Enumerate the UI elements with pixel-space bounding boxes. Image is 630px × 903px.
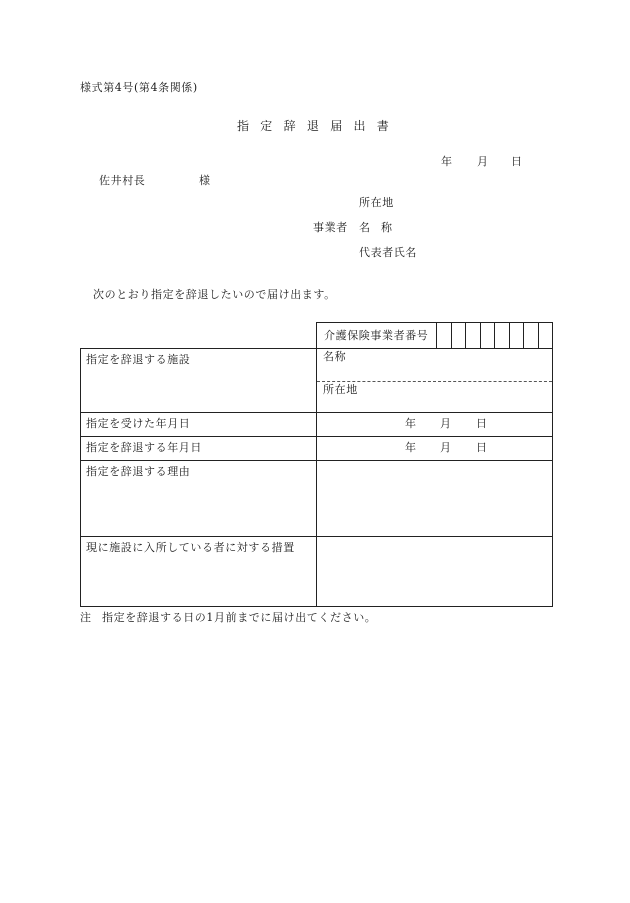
resident-measures-label-cell [80,536,316,606]
designation-date-label-cell [80,412,316,436]
provider-number-digit-cell [509,322,524,349]
provider-number-digit-cell [465,322,480,349]
designation-date-year: 年 [405,417,417,430]
designation-date-month: 月 [440,417,452,430]
applicant-address-label: 所在地 [359,196,394,209]
provider-number-digit-cell [523,322,538,349]
facility-label-cell [80,348,316,412]
facility-address-label: 所在地 [323,383,358,396]
resident-measures-value-cell [317,536,552,606]
facility-name-label: 名称 [323,350,347,363]
resident-measures-label: 現に施設に入所している者に対する措置 [86,541,295,554]
withdrawal-date-value-cell [317,436,552,460]
withdrawal-date-year: 年 [405,441,417,454]
withdrawal-date-month: 月 [440,441,452,454]
withdrawal-reason-label-cell [80,460,316,536]
designation-date-label: 指定を受けた年月日 [86,417,191,430]
date-year-label: 年 [441,155,453,168]
designation-date-day: 日 [476,417,488,430]
designation-date-value-cell [317,412,552,436]
date-day-label: 日 [511,155,523,168]
applicant-name-label-2: 称 [381,221,393,234]
provider-number-digit-cell [436,322,451,349]
withdrawal-reason-value-cell [317,460,552,536]
facility-name-cell [317,348,552,381]
provider-number-digit-cell [494,322,509,349]
withdrawal-date-label: 指定を辞退する年月日 [86,441,202,454]
document-title: 指定辞退届出書 [237,119,401,133]
addressee-honorific: 様 [199,174,211,187]
withdrawal-reason-label: 指定を辞退する理由 [86,465,191,478]
intro-text: 次のとおり指定を辞退したいので届け出ます。 [93,288,336,301]
footnote-text: 指定を辞退する日の1月前までに届け出てください。 [102,611,377,624]
withdrawal-date-day: 日 [476,441,488,454]
provider-number-digit-cell [480,322,495,349]
facility-address-cell [317,382,552,412]
footnote-marker: 注 [80,611,92,624]
withdrawal-date-label-cell [80,436,316,460]
provider-number-digit-cell [451,322,466,349]
provider-number-label: 介護保険事業者番号 [324,329,429,342]
addressee-name: 佐井村長 [99,174,146,187]
form-number: 様式第4号(第4条関係) [80,81,198,94]
facility-label: 指定を辞退する施設 [86,353,191,366]
applicant-name-label-1: 名 [359,221,371,234]
date-month-label: 月 [477,155,489,168]
applicant-representative-label: 代表者氏名 [359,246,417,259]
applicant-group-label: 事業者 [313,221,348,234]
provider-number-digit-cell [538,322,553,349]
